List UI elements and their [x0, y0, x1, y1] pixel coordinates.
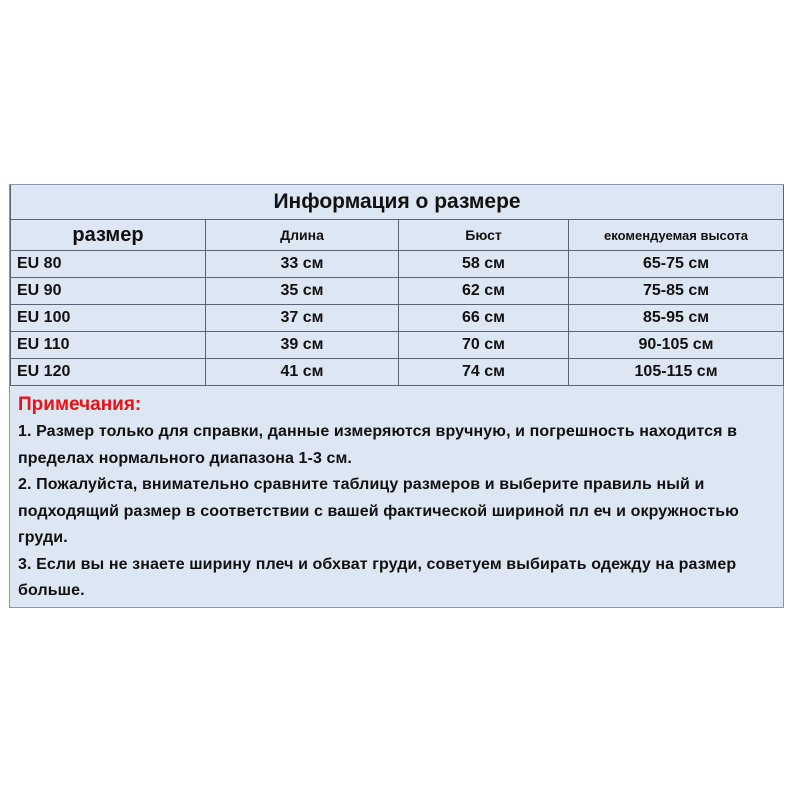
- size-cell: EU 80: [11, 251, 206, 278]
- height-cell: 65-75 см: [569, 251, 784, 278]
- table-row: [11, 359, 784, 386]
- length-cell: 39 см: [206, 332, 399, 359]
- bust-cell: 66 см: [399, 305, 569, 332]
- table-row: [11, 278, 784, 305]
- table-row: [11, 332, 784, 359]
- header-bust: Бюст: [399, 220, 569, 251]
- length-cell: 37 см: [206, 305, 399, 332]
- note-item: 3. Если вы не знаете ширину плеч и обхват груди, советуем выбирать одежду на размер больше.: [18, 555, 737, 599]
- size-cell: EU 110: [11, 332, 206, 359]
- notes-section: [10, 383, 783, 605]
- size-cell: EU 100: [11, 305, 206, 332]
- header-size: размер: [11, 220, 206, 251]
- note-item: 2. Пожалуйста, внимательно сравните таблицу размеров и выберите правиль ный и подходящий размер в соответствии с вашей фактической шириной пл еч и окружностью груди.: [18, 476, 739, 546]
- height-cell: 75-85 см: [569, 278, 784, 305]
- note-item: 1. Размер только для справки, данные измеряются вручную, и погрешность находится в пределах нормального диапазона 1-3 см.: [18, 423, 738, 467]
- header-length: Длина: [206, 220, 399, 251]
- length-cell: 35 см: [206, 278, 399, 305]
- size-table: [10, 185, 784, 386]
- table-row: [11, 305, 784, 332]
- bust-cell: 74 см: [399, 359, 569, 386]
- notes-title: Примечания:: [18, 394, 142, 415]
- bust-cell: 58 см: [399, 251, 569, 278]
- bust-cell: 70 см: [399, 332, 569, 359]
- height-cell: 90-105 см: [569, 332, 784, 359]
- height-cell: 85-95 см: [569, 305, 784, 332]
- size-cell: EU 90: [11, 278, 206, 305]
- size-cell: EU 120: [11, 359, 206, 386]
- bust-cell: 62 см: [399, 278, 569, 305]
- header-height: екомендуемая высота: [569, 220, 784, 251]
- size-chart: [9, 184, 784, 608]
- table-row: [11, 251, 784, 278]
- length-cell: 41 см: [206, 359, 399, 386]
- length-cell: 33 см: [206, 251, 399, 278]
- table-title: Информация о размере: [11, 185, 784, 220]
- height-cell: 105-115 см: [569, 359, 784, 386]
